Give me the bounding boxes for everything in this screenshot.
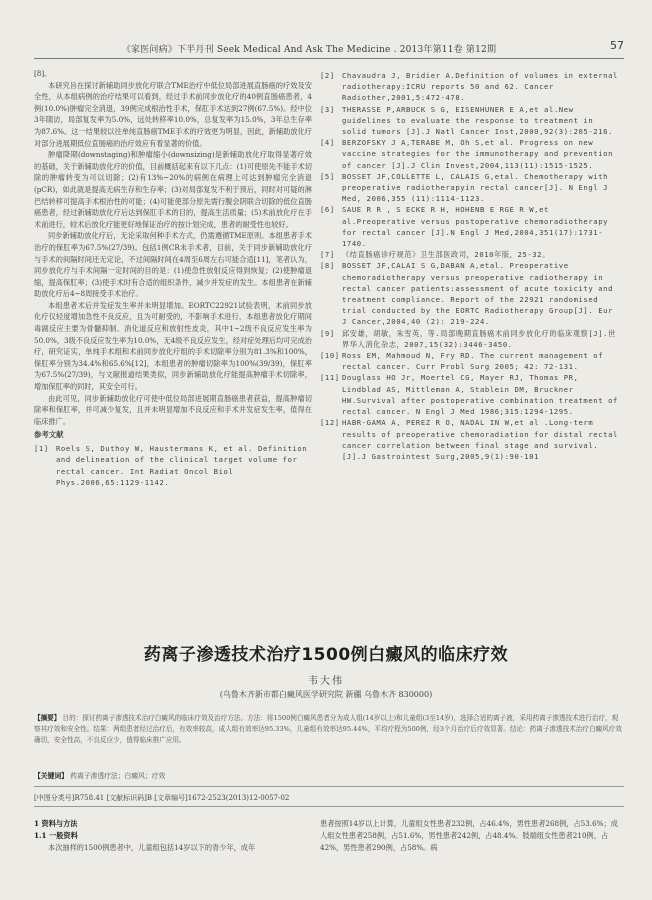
reference-number: [2] xyxy=(320,71,335,80)
reference-number: [11] xyxy=(320,373,340,383)
body-text: 患者按照14岁以上计算，儿童组女性患者232例，占46.4%，男性患者268例，占53.6%；成人组女性患者258例，占51.6%，男性患者242例，占48.4%。肢端组女性患者210例，占42%，男性患者290例，占58%。病 xyxy=(320,819,618,852)
reference-text: BERZOFSKY J A,TERABE M, Oh S,et al. Progress on new vaccine strategies for the immunotherapy and prevention of cancer [J].J Clin Invest,2004,113(11):1515-1525. xyxy=(342,138,613,170)
article-title: 药离子渗透技术治疗1500例白癜风的临床疗效 xyxy=(143,645,509,665)
reference-number: [6] xyxy=(320,205,335,215)
reference-number: [12] xyxy=(320,418,340,428)
left-column xyxy=(34,68,312,489)
reference-item xyxy=(320,260,620,327)
reference-item xyxy=(320,350,620,372)
classification-line: [中图分类号]R758.41 [文献标识码]B [文章编号]1672-2523(2013)12-0057-02 xyxy=(34,794,290,802)
keywords xyxy=(34,770,624,780)
reference-text: Douglass HO Jr, Moertel CG, Mayer RJ, Thomas PR, Lindblad AS, Mittleman A, Stablein DM, Bruckner HW.Survival after postoperative combination treatment of rectal cancer. N Engl J Med 1986;315:1294-1295. xyxy=(342,373,618,417)
paragraph: 同步新辅助放化疗后，无论采取何种手术方式，仍需遵循TME原则。本组患者手术治疗的保肛率为67.5%(27/39)。包括1例CR未手术者，目前，关于同步新辅助放化疗与手术的间隔时间还无定论，不过间隔时间在4周至6周左右可能合适[11]，笔者认为，同步放化疗与手术间隔一定时间的目的是：(1)使急性放射反应得到恢复；(2)使肿瘤退缩，提高保肛率；(3)使手术时有合适的组织条件，减少并发症的发生。本组患者在新辅助放化疗后4~8周接受手术治疗。 xyxy=(34,231,312,299)
keywords-text: 药离子渗透疗法；白癜风；疗效 xyxy=(70,772,166,780)
reference-item xyxy=(320,372,620,417)
keywords-label: 【关键词】 xyxy=(34,772,68,780)
abstract-label: 【摘要】 xyxy=(34,714,61,722)
reference-number: [5] xyxy=(320,171,335,181)
right-column xyxy=(320,70,620,462)
body-right xyxy=(320,818,620,854)
reference-item xyxy=(320,137,620,171)
reference-text: Ross EM, Mahmoud N, Fry RD. The current management of rectal cancer. Curr Probl Surg 2005; 42: 72-131. xyxy=(342,351,604,372)
reference-item xyxy=(320,249,620,260)
page-number: 57 xyxy=(610,39,624,52)
reference-text: Roels S, Duthoy W, Haustermans K, et al. Definition and delineation of the clinical target volume for rectal cancer. Int Radiat Oncol Biol Phys.2006,65:1129-1142. xyxy=(56,444,308,488)
reference-text: BOSSET JF,CALAI S G,DABAN A,etal. Preoperative chemoradiotherapy versus preoperative radiotherapy in rectal cancer patients:assessment of acute toxicity and treatment compliance. Report of the 22921 randomised trial conducted by the EORTC Radiotherapy Group[J]. Eur J Cancer,2004,40 (2): 219-224. xyxy=(342,261,613,327)
reference-number: [9] xyxy=(320,328,335,338)
paragraph: 本组患者术后并发症发生率并未明显增加。EORTC22921试验表明，术前同步放化疗仅轻度增加急性不良反应，且为可耐受的，不影响手术进行，本组患者放化疗期间毒副反应主要为骨髓抑制、消化道反应和放射性皮炎，其中1~2级不良反应发生率为50.0%，3级不良反应发生率为10.0%，无4级不良反应发生，经对症处理后均可完成治疗，研究证实，单纯手术组和术前同步放化疗组的手术切除率分别为81.3%和100%，保肛率分别为34.4%和65.6%[12]，本组患者的肿瘤切除率为100%(39/39)，保肛率为67.5%(27/39)，与文献报道结果类似，同步新辅助放化疗能提高肿瘤手术切除率，增加保肛率的同时，其安全可行。 xyxy=(34,300,312,392)
abstract-text: 目的：探讨药离子渗透技术治疗白癜风的临床疗效及治疗方法。方法：将1500例白癜风患者分为成人组(14岁以上)和儿童组(3至14岁)，选择合适的离子液，采用药离子渗透技术进行治疗，观察其疗效和安全性。结果：两组患者经过治疗后，有效率较高，成人组有效率达95.33%，儿童组有效率达95.44%，平均疗程为500例，经3个月治疗后疗效显著。结论：药离子渗透技术治疗白癜风疗效确切，安全性高，不良反应少，值得临床推广应用。 xyxy=(34,714,622,744)
body-text: 本次抽样的1500例患者中，儿童组包括14岁以下的青少年，成年 xyxy=(48,843,256,852)
divider xyxy=(34,806,624,807)
reference-item xyxy=(320,417,620,462)
reference-text: Chavaudra J, Bridier A.Definition of volumes in external radiotherapy:ICRU reports 50 and 62. Cancer Radiother,2001,5:472-478. xyxy=(342,71,618,103)
running-title: 《家医问病》下半月刊 Seek Medical And Ask The Medicine . 2013年第11卷 第12期 xyxy=(121,45,497,55)
reference-item xyxy=(320,70,620,104)
reference-item xyxy=(320,104,620,138)
paragraph: [8]。 xyxy=(34,69,52,78)
divider xyxy=(34,786,624,787)
article-affiliation: (乌鲁木齐新市都白癜风医学研究院 新疆 乌鲁木齐 830000) xyxy=(219,690,433,699)
reference-item xyxy=(320,328,620,350)
paragraph: 本研究旨在探讨新辅助同步放化疗联合TME治疗中低位局部进展直肠癌的疗效及安全性，从本组病例的治疗结果可以看到，经过手术前同步放化疗的40例直肠癌患者，4例(10.0%)肿瘤完全消退，39例完成根治性手术，保肛手术达到27例(67.5%)。经中位3年随访，局部复发率为5.0%，远处转移率10.0%，总复发率为15.0%，3年总生存率为87.6%。这一结果较以往单纯直肠癌TME手术的疗效更为明显，因此，新辅助放化疗对部分进展期低位直肠癌的治疗效应有着显著的价值。 xyxy=(34,80,312,148)
reference-text: SAUE R R , S ECKE R H, HOHENB E RGE R W,et al.Preoperative versus postoperative chemoradiotherapy for rectal cancer [J].N Engl J Med,2004,351(17):1731-1740. xyxy=(342,205,609,249)
references-title: 参考文献 xyxy=(34,430,64,440)
reference-text: 邱安雄，胡敏，朱雪英，等.局部晚期直肠癌术前同步放化疗的临床观察[J].世界华人消化杂志，2007,15(32):3446-3450. xyxy=(342,328,616,349)
reference-text: 《结直肠癌诊疗规范》卫生部医政司，2010年版，25-32。 xyxy=(342,250,550,260)
body-left xyxy=(34,818,314,854)
reference-number: [1] xyxy=(34,444,49,453)
paragraph: 由此可见，同步新辅助放化疗可使中低位局部进展期直肠癌患者获益，提高肿瘤切除率和保肛率，并可减少复发，且并未明显增加不良反应和手术并发症发生率，值得在临床推广。 xyxy=(34,393,312,426)
reference-number: [10] xyxy=(320,351,340,361)
reference-number: [7] xyxy=(320,250,335,260)
reference-text: THERASSE P,ARBUCK S G, EISENHUNER E A,et al.New guidelines to evaluate the response to treatment in solid tumors [J].J Natl Cancer Inst,2000,92(3):205-216. xyxy=(342,104,613,137)
subsection-heading: 1.1 一般资料 xyxy=(34,831,78,840)
reference-text: BOSSET JF,COLLETTE L, CALAIS G,etal. Chemotherapy with preoperative radiotherapyin rectal cancer[J]. N Engl J Med, 2006,355 (11):1114-1123. xyxy=(342,171,609,204)
reference-number: [3] xyxy=(320,104,335,114)
reference-number: [8] xyxy=(320,261,335,271)
abstract xyxy=(34,713,624,746)
reference-item xyxy=(34,443,312,489)
section-heading: 1 资料与方法 xyxy=(34,819,78,828)
reference-item xyxy=(320,204,620,249)
paragraph: 肿瘤降期(downstaging)和肿瘤缩小(downsizing)是新辅助放化疗取得显著疗效的基础，关于新辅助放化疗的价值，目前概括起来有以下几点：(1)可使原先不能手术切除的肿瘤转变为可以切除；(2)有13%~20%的病例在病理上可达到肿瘤完全消退(pCR)，如此就是提高无病生存和生存率；(3)对局部复发不利于预后，同时对可疑的淋巴结转移可提高手术根治性的可能；(4)可能使部分原先需行腹会阴联合切除的低位直肠癌患者，经过新辅助放化疗后达到保肛手术的目的，提高生活质量；(5)术前放化疗在手术前进行，较术后放化疗能更好地保证治疗的按计划完成，患者的耐受性也较好。 xyxy=(34,150,312,229)
reference-item xyxy=(320,171,620,205)
running-header xyxy=(34,39,624,59)
article-author: 韦大伟 xyxy=(308,676,344,687)
reference-text: HABR-GAMA A, PEREZ R O, NADAL IN W,et al .Long-term results of preoperative chemoradiation for distal rectal cancer correlation between final stage and survival. [J].J Gastrointest Surg,2005,9(1):90-101 xyxy=(342,418,618,461)
reference-number: [4] xyxy=(320,138,335,148)
